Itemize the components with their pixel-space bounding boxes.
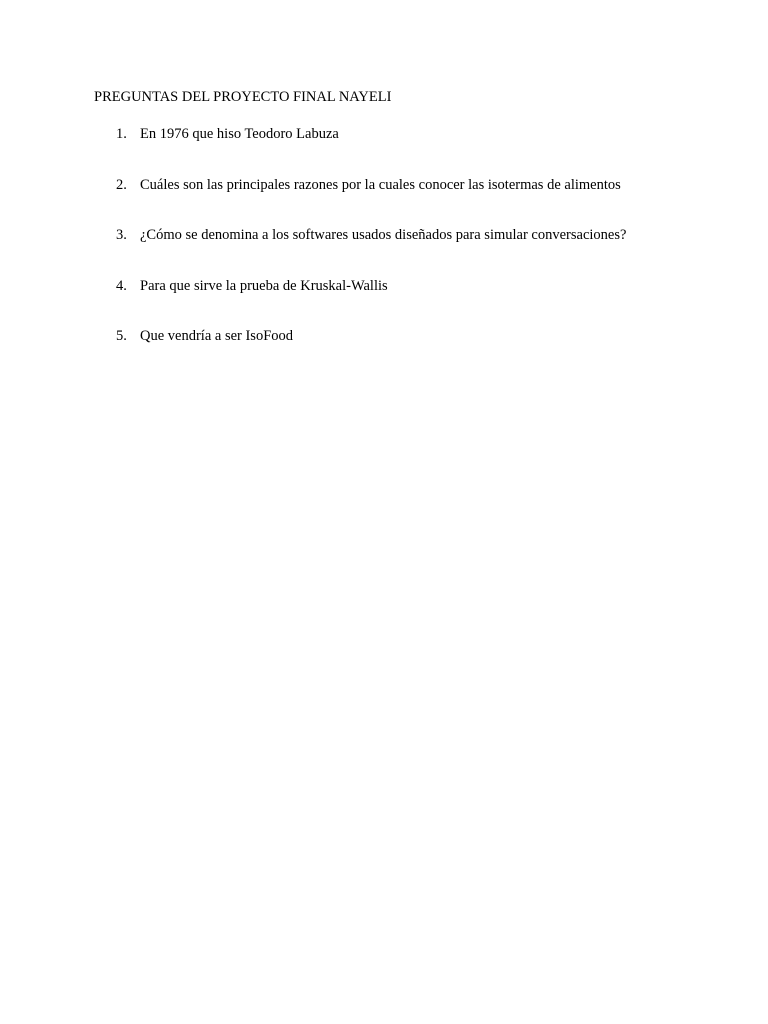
question-number: 1. <box>116 126 127 142</box>
question-number: 3. <box>116 227 127 243</box>
question-item <box>116 176 621 194</box>
question-item <box>116 125 339 143</box>
question-text: Que vendría a ser IsoFood <box>140 328 294 344</box>
question-text: Cuáles son las principales razones por la cuales conocer las isotermas de alimentos <box>140 177 621 193</box>
question-item <box>116 226 626 244</box>
document-title: PREGUNTAS DEL PROYECTO FINAL NAYELI <box>94 89 392 105</box>
question-item <box>116 327 293 345</box>
question-text: ¿Cómo se denomina a los softwares usados diseñados para simular conversaciones? <box>140 227 627 243</box>
question-number: 2. <box>116 177 127 193</box>
question-number: 5. <box>116 328 127 344</box>
question-number: 4. <box>116 278 127 294</box>
question-item <box>116 277 388 295</box>
question-text: En 1976 que hiso Teodoro Labuza <box>140 126 339 142</box>
question-text: Para que sirve la prueba de Kruskal-Wallis <box>140 278 388 294</box>
